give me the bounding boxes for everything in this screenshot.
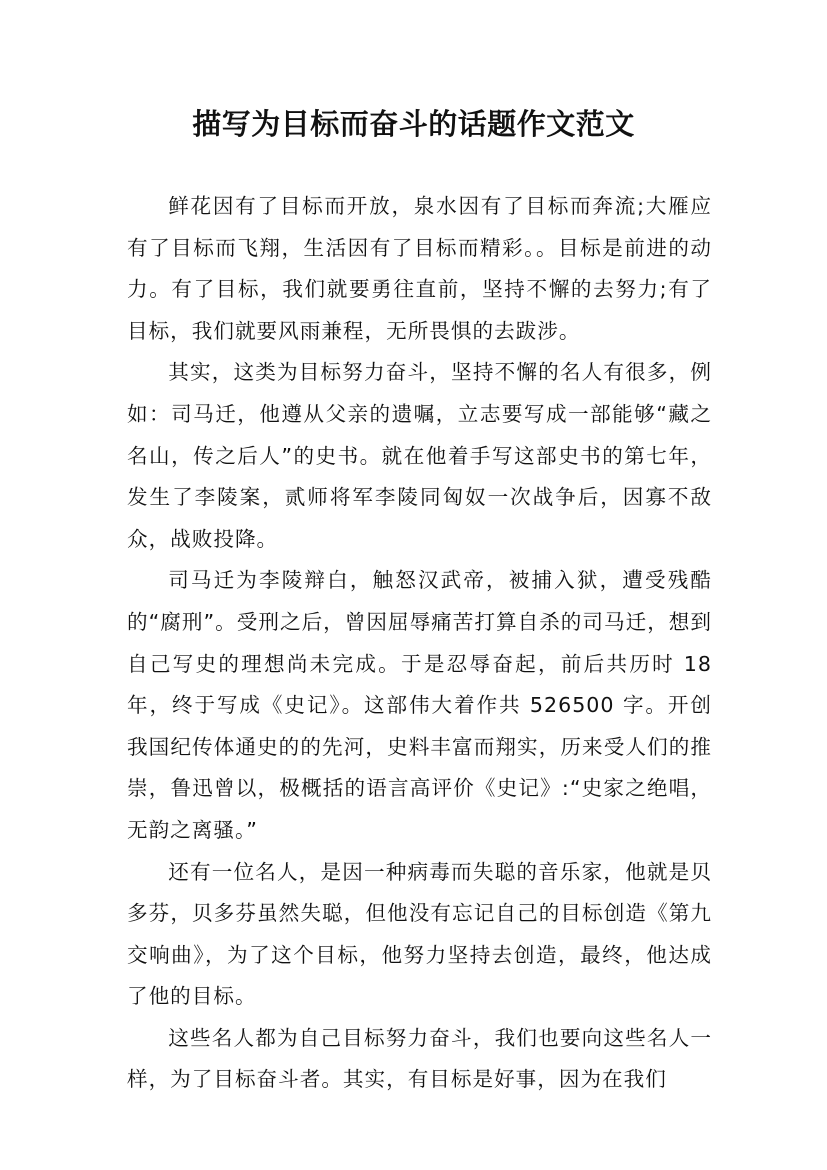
paragraph-2: 其实，这类为目标努力奋斗，坚持不懈的名人有很多，例如：司马迁，他遵从父亲的遗嘱，立志要写成一部能够“藏之名山，传之后人”的史书。就在他着手写这部史书的第七年，发生了李陵案，贰师将军李陵同匈奴一次战争后，因寡不敌众，战败投降。: [127, 360, 712, 551]
paragraph-4: 还有一位名人，是因一种病毒而失聪的音乐家，他就是贝多芬，贝多芬虽然失聪，但他没有忘记自己的目标创造《第九交响曲》，为了这个目标，他努力坚持去创造，最终，他达成了他的目标。: [127, 859, 712, 1009]
document-title: 描写为目标而奋斗的话题作文范文: [192, 107, 635, 141]
paragraph-5: 这些名人都为自己目标努力奋斗，我们也要向这些名人一样，为了目标奋斗者。其实，有目标是好事，因为在我们: [127, 1025, 712, 1092]
paragraph-3: 司马迁为李陵辩白，触怒汉武帝，被捕入狱，遭受残酷的“腐刑”。受刑之后，曾因屈辱痛苦打算自杀的司马迁，想到自己写史的理想尚未完成。于是忍辱奋起，前后共历时 18 年，终于写成《史记》。这部伟大着作共 526500 字。开创我国纪传体通史的的先河，史料丰富而翔实，历来受人们的推崇，鲁迅曾以，极概括的语言高评价《史记》:“史家之绝唱，无韵之离骚。”: [127, 568, 712, 842]
paragraph-1: 鲜花因有了目标而开放，泉水因有了目标而奔流;大雁应有了目标而飞翔，生活因有了目标而精彩。。目标是前进的动力。有了目标，我们就要勇往直前，坚持不懈的去努力;有了目标，我们就要风雨兼程，无所畏惧的去跋涉。: [127, 194, 712, 343]
document-body: [127, 186, 712, 1101]
